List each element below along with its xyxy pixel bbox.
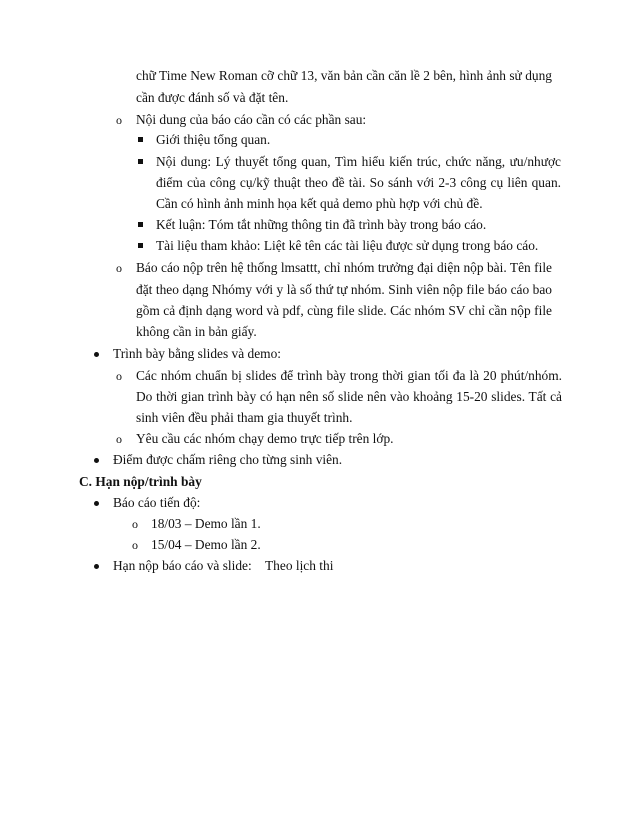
list-item: Kết luận: Tóm tắt những thông tin đã trình bày trong báo cáo. xyxy=(156,217,487,232)
intro-line: cần được đánh số và đặt tên. xyxy=(136,90,289,105)
square-bullet-icon xyxy=(138,159,143,164)
square-bullet-icon xyxy=(138,222,143,227)
list-item: điểm của công cụ/kỹ thuật theo đề tài. So sánh với 2-3 công cụ liên quan. xyxy=(156,175,561,190)
list-item: Cần có hình ảnh minh họa kết quả demo phù hợp với chủ đề. xyxy=(156,196,483,211)
list-item: Nội dung: Lý thuyết tổng quan, Tìm hiểu kiến trúc, chức năng, ưu/nhược xyxy=(156,154,561,169)
report-contents-label: Nội dung của báo cáo cần có các phần sau: xyxy=(136,112,367,127)
list-item: Tài liệu tham khảo: Liệt kê tên các tài liệu được sử dụng trong báo cáo. xyxy=(156,238,539,253)
deadline-value: Theo lịch thi xyxy=(265,558,334,573)
square-bullet-icon xyxy=(138,137,143,142)
progress-item: 18/03 – Demo lần 1. xyxy=(151,516,261,531)
presentation-line: Do thời gian trình bày có hạn nên số slide nên vào khoảng 15-20 slides. Tất cả xyxy=(136,389,562,404)
circle-bullet-icon: o xyxy=(132,517,138,531)
submission-line: đặt theo dạng Nhómy với y là số thứ tự nhóm. Sinh viên nộp file báo cáo bao xyxy=(136,282,552,297)
disc-bullet-icon xyxy=(94,458,99,463)
intro-line: chữ Time New Roman cỡ chữ 13, văn bản cần căn lề 2 bên, hình ảnh sử dụng xyxy=(136,68,552,83)
progress-item: 15/04 – Demo lần 2. xyxy=(151,537,261,552)
circle-bullet-icon: o xyxy=(132,538,138,552)
circle-bullet-icon: o xyxy=(116,261,122,275)
presentation-label: Trình bày bằng slides và demo: xyxy=(113,346,281,361)
submission-line: gồm cả định dạng word và pdf, cùng file slide. Các nhóm SV chỉ cần nộp file xyxy=(136,303,552,318)
circle-bullet-icon: o xyxy=(116,432,122,446)
disc-bullet-icon xyxy=(94,564,99,569)
deadline-label: Hạn nộp báo cáo và slide: xyxy=(113,558,252,573)
progress-label: Báo cáo tiến độ: xyxy=(113,495,201,510)
submission-line: không cần in bản giấy. xyxy=(136,324,257,339)
disc-bullet-icon xyxy=(94,501,99,506)
disc-bullet-icon xyxy=(94,352,99,357)
section-heading: C. Hạn nộp/trình bày xyxy=(79,474,202,489)
grading-label: Điểm được chấm riêng cho từng sinh viên. xyxy=(113,452,343,467)
list-item: Giới thiệu tổng quan. xyxy=(156,132,271,147)
circle-bullet-icon: o xyxy=(116,369,122,383)
circle-bullet-icon: o xyxy=(116,113,122,127)
presentation-line: Các nhóm chuẩn bị slides để trình bày trong thời gian tối đa là 20 phút/nhóm. xyxy=(136,368,562,383)
presentation-line: Yêu cầu các nhóm chạy demo trực tiếp trên lớp. xyxy=(136,431,394,446)
submission-line: Báo cáo nộp trên hệ thống lmsattt, chỉ nhóm trưởng đại diện nộp bài. Tên file xyxy=(136,260,552,275)
square-bullet-icon xyxy=(138,243,143,248)
presentation-line: sinh viên đều phải tham gia thuyết trình. xyxy=(136,410,353,425)
